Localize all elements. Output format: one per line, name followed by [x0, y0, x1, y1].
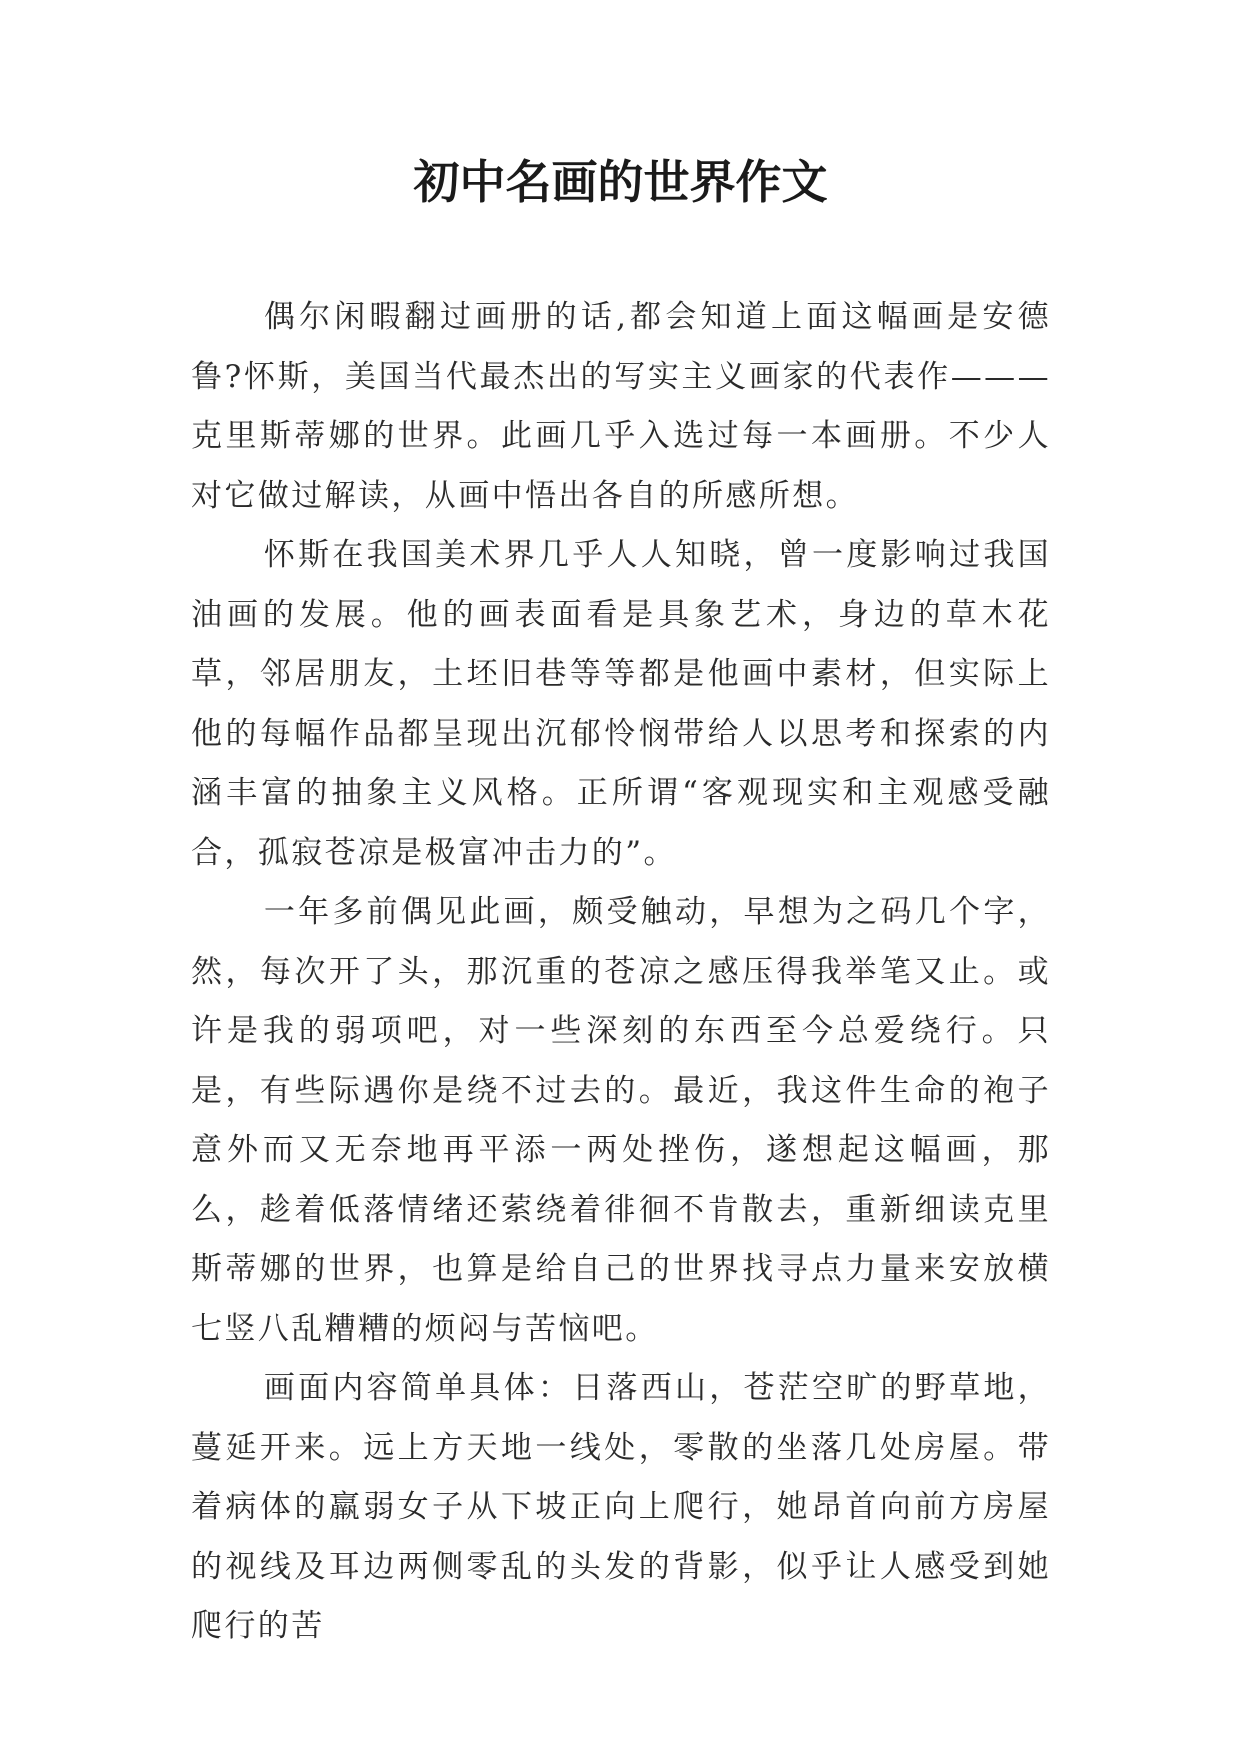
paragraph-3: 一年多前偶见此画，颇受触动，早想为之码几个字，然，每次开了头，那沉重的苍凉之感压得我举笔又止。或许是我的弱项吧，对一些深刻的东西至今总爱绕行。只是，有些际遇你是绕不过去的。最近，我这件生命的袍子意外而又无奈地再平添一两处挫伤，遂想起这幅画，那么，趁着低落情绪还萦绕着徘徊不肯散去，重新细读克里斯蒂娜的世界，也算是给自己的世界找寻点力量来安放横七竖八乱糟糟的烦闷与苦恼吧。	[191, 894, 1051, 1347]
document-body	[191, 288, 1051, 1657]
paragraph-4: 画面内容简单具体：日落西山，苍茫空旷的野草地，蔓延开来。远上方天地一线处，零散的坐落几处房屋。带着病体的羸弱女子从下坡正向上爬行，她昂首向前方房屋的视线及耳边两侧零乱的头发的背影，似乎让人感受到她爬行的苦	[191, 1370, 1051, 1644]
document-title: 初中名画的世界作文	[413, 155, 828, 209]
paragraph-2: 怀斯在我国美术界几乎人人知晓，曾一度影响过我国油画的发展。他的画表面看是具象艺术，身边的草木花草，邻居朋友，土坯旧巷等等都是他画中素材，但实际上他的每幅作品都呈现出沉郁怜悯带给人以思考和探索的内涵丰富的抽象主义风格。正所谓“客观现实和主观感受融合，孤寂苍凉是极富冲击力的”。	[191, 537, 1051, 871]
paragraph-1: 偶尔闲暇翻过画册的话,都会知道上面这幅画是安德鲁?怀斯，美国当代最杰出的写实主义画家的代表作———克里斯蒂娜的世界。此画几乎入选过每一本画册。不少人对它做过解读，从画中悟出各自的所感所想。	[191, 299, 1051, 514]
